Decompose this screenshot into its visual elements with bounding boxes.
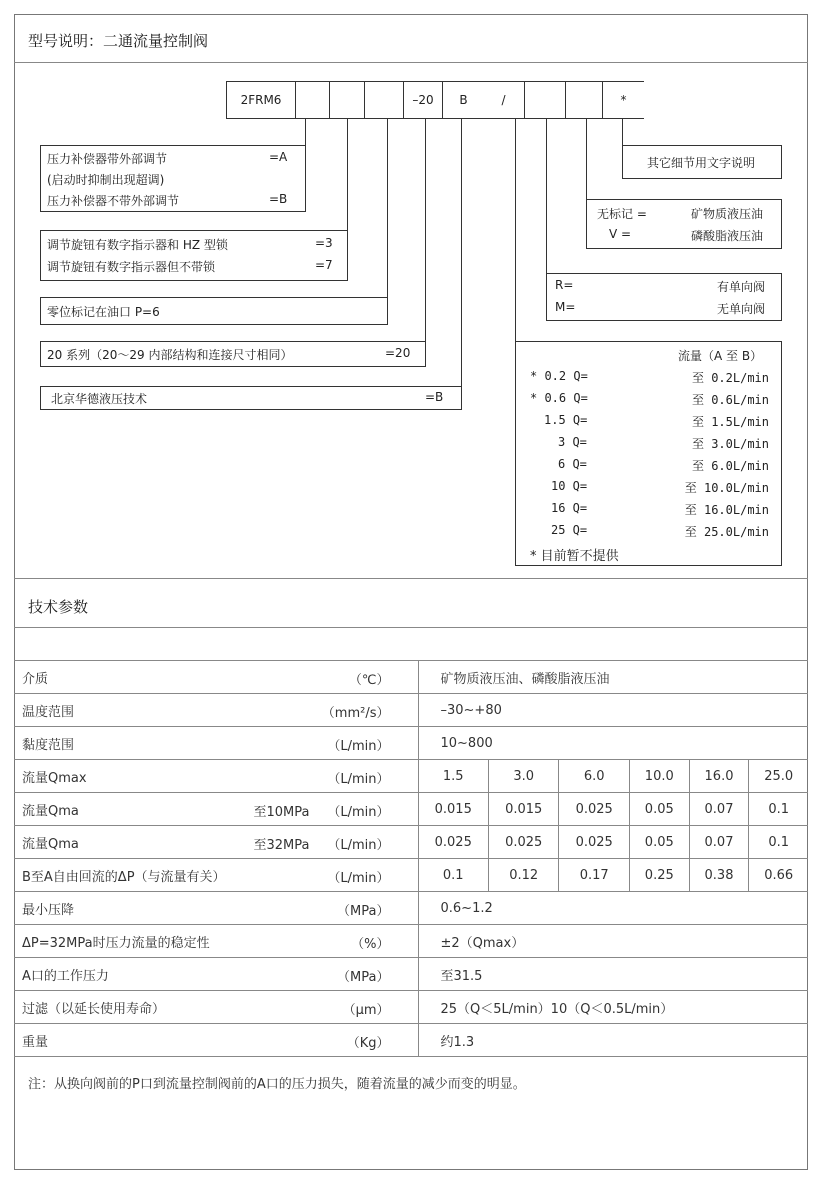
param-name: 流量Qma	[22, 836, 79, 852]
param-unit: （Kg）	[346, 1036, 390, 1051]
param-name: 过滤（以延长使用寿命）	[22, 1001, 166, 1017]
param-condition: 至32MPa	[253, 838, 310, 853]
param-value-cell: 0.12	[488, 859, 558, 892]
code-cell: B	[442, 81, 484, 119]
option-code: R=	[555, 278, 574, 292]
param-value: 至31.5	[418, 958, 808, 991]
flow-value: 至 16.0L/min	[684, 503, 769, 517]
connector-line	[425, 119, 426, 362]
param-value-cell: 10.0	[629, 760, 689, 793]
option-text: 无单向阀	[717, 302, 766, 316]
code-cell	[364, 81, 404, 119]
option-code: =B	[269, 192, 288, 206]
option-box-compensator	[40, 145, 306, 212]
option-code: =7	[315, 258, 333, 272]
param-label-cell	[14, 892, 418, 925]
param-row	[14, 727, 808, 760]
param-name: B至A自由回流的ΔP（与流量有关）	[22, 869, 226, 885]
param-value-cell: 0.025	[488, 826, 558, 859]
param-value-cell: 0.1	[418, 859, 488, 892]
connector-line	[586, 119, 587, 201]
tech-params-table	[14, 660, 808, 1057]
param-name: 介质	[22, 671, 49, 687]
param-value-cell: 0.025	[418, 826, 488, 859]
connector-line	[622, 119, 623, 145]
param-value: 10~800	[418, 727, 808, 760]
code-cell	[329, 81, 365, 119]
flow-code: 3 Q=	[558, 435, 587, 449]
param-row	[14, 661, 808, 694]
param-row	[14, 859, 808, 892]
footnote: 注：从换向阀前的P口到流量控制阀前的A口的压力损失，随着流量的减少而变的明显。	[28, 1077, 526, 1092]
param-unit: （μm）	[342, 1003, 390, 1018]
param-unit: （MPa）	[337, 904, 390, 919]
param-row	[14, 694, 808, 727]
param-label-cell	[14, 727, 418, 760]
flow-value: 至 6.0L/min	[691, 459, 769, 473]
flow-value: 至 25.0L/min	[684, 525, 769, 539]
connector-line	[387, 119, 388, 297]
option-box-flow	[515, 341, 782, 566]
flow-value: 至 0.6L/min	[691, 393, 769, 407]
param-value: 矿物质液压油、磷酸脂液压油	[418, 661, 808, 694]
param-unit: （℃）	[348, 673, 390, 688]
param-row	[14, 892, 808, 925]
flow-code: * 0.2 Q=	[530, 369, 588, 383]
option-code: V =	[609, 227, 632, 241]
param-label-cell	[14, 859, 418, 892]
param-unit: （MPa）	[337, 970, 390, 985]
option-box-series	[40, 341, 426, 367]
option-text: 20 系列（20～29 内部结构和连接尺寸相同）	[47, 348, 293, 362]
flow-value: 至 3.0L/min	[691, 437, 769, 451]
option-text: 磷酸脂液压油	[691, 229, 764, 243]
code-cell: *	[602, 81, 644, 119]
param-label-cell	[14, 991, 418, 1024]
option-text: 调节旋钮有数字指示器和 HZ 型锁	[47, 238, 228, 252]
param-value-cell: 16.0	[689, 760, 749, 793]
param-row	[14, 1024, 808, 1057]
param-value-cell: 0.25	[629, 859, 689, 892]
param-name: 黏度范围	[22, 737, 75, 753]
option-box-other	[622, 145, 782, 179]
option-text: 矿物质液压油	[691, 207, 764, 221]
param-label-cell	[14, 826, 418, 859]
param-unit: （L/min）	[327, 772, 390, 787]
flow-code: * 0.6 Q=	[530, 391, 588, 405]
divider	[14, 1056, 808, 1057]
flow-value: 至 0.2L/min	[691, 371, 769, 385]
option-text: 北京华德液压技术	[51, 392, 148, 406]
param-label-cell	[14, 661, 418, 694]
param-value-cell: 1.5	[418, 760, 488, 793]
connector-line	[461, 119, 462, 409]
param-unit: （%）	[351, 937, 390, 952]
tech-section-title: 技术参数	[28, 598, 89, 616]
flow-value: 至 10.0L/min	[684, 481, 769, 495]
param-label-cell	[14, 925, 418, 958]
param-row	[14, 958, 808, 991]
flow-title: 流量（A 至 B）	[678, 349, 763, 363]
option-box-zero-mark	[40, 297, 388, 325]
option-box-maker	[40, 386, 462, 410]
param-value-cell: 0.66	[749, 859, 808, 892]
param-row	[14, 793, 808, 826]
divider	[14, 578, 808, 579]
connector-line	[515, 119, 516, 341]
option-text: (启动时抑制出现超调)	[47, 173, 165, 187]
param-label-cell	[14, 694, 418, 727]
flow-code: 6 Q=	[558, 457, 587, 471]
code-cell: –20	[403, 81, 443, 119]
param-label-cell	[14, 760, 418, 793]
param-name: 最小压降	[22, 902, 75, 918]
param-value-cell: 0.015	[488, 793, 558, 826]
param-value-cell: 0.07	[689, 793, 749, 826]
param-value-cell: 0.025	[559, 826, 629, 859]
code-cell: /	[483, 81, 525, 119]
param-unit: （L/min）	[327, 838, 390, 853]
param-value-cell: 0.1	[749, 793, 808, 826]
option-code: =20	[385, 346, 411, 360]
param-condition: 至10MPa	[253, 805, 310, 820]
flow-code: 10 Q=	[551, 479, 588, 493]
option-text: 调节旋钮有数字指示器但不带锁	[47, 260, 216, 274]
param-value-cell: 0.015	[418, 793, 488, 826]
param-row	[14, 925, 808, 958]
param-unit: （L/min）	[327, 805, 390, 820]
param-value-cell: 0.38	[689, 859, 749, 892]
option-code: 无标记 =	[597, 207, 647, 221]
param-value-cell: 3.0	[488, 760, 558, 793]
param-value-cell: 0.05	[629, 793, 689, 826]
option-text: 压力补偿器带外部调节	[47, 152, 168, 166]
param-value-cell: 0.1	[749, 826, 808, 859]
param-unit: （mm²/s）	[321, 706, 390, 721]
param-unit: （L/min）	[327, 739, 390, 754]
option-text: 其它细节用文字说明	[647, 156, 756, 170]
param-label-cell	[14, 793, 418, 826]
param-unit: （L/min）	[327, 871, 390, 886]
param-value: 0.6~1.2	[418, 892, 808, 925]
code-cell: 2FRM6	[226, 81, 296, 119]
param-value: 25（Q＜5L/min）10（Q＜0.5L/min）	[418, 991, 808, 1024]
option-box-medium	[586, 199, 782, 249]
param-name: ΔP=32MPa时压力流量的稳定性	[22, 935, 210, 951]
option-code: =B	[425, 390, 444, 404]
option-text: 有单向阀	[717, 280, 766, 294]
param-name: 温度范围	[22, 704, 75, 720]
param-label-cell	[14, 1024, 418, 1057]
param-name: 流量Qma	[22, 803, 79, 819]
param-value-cell: 6.0	[559, 760, 629, 793]
param-row	[14, 991, 808, 1024]
option-box-check-valve	[546, 273, 782, 321]
option-code: =3	[315, 236, 333, 250]
divider	[14, 627, 808, 628]
param-value: ±2（Qmax）	[418, 925, 808, 958]
param-value: 约1.3	[418, 1024, 808, 1057]
connector-line	[546, 119, 547, 274]
param-name: 重量	[22, 1034, 49, 1050]
option-text: 零位标记在油口 P=6	[47, 305, 160, 319]
param-row	[14, 826, 808, 859]
option-code: =A	[269, 150, 288, 164]
option-box-knob	[40, 230, 348, 281]
param-row	[14, 760, 808, 793]
option-text: 压力补偿器不带外部调节	[47, 194, 180, 208]
param-value-cell: 0.17	[559, 859, 629, 892]
param-value: –30~+80	[418, 694, 808, 727]
param-value-cell: 0.05	[629, 826, 689, 859]
option-code: M=	[555, 300, 576, 314]
divider	[14, 62, 808, 63]
flow-code: 25 Q=	[551, 523, 588, 537]
flow-code: 1.5 Q=	[544, 413, 588, 427]
code-cell	[295, 81, 330, 119]
model-section-title: 型号说明：二通流量控制阀	[28, 32, 209, 50]
code-cell	[565, 81, 603, 119]
param-name: 流量Qmax	[22, 770, 87, 786]
param-value-cell: 0.025	[559, 793, 629, 826]
flow-value: 至 1.5L/min	[691, 415, 769, 429]
param-value-cell: 0.07	[689, 826, 749, 859]
param-value-cell: 25.0	[749, 760, 808, 793]
flow-note: * 目前暂不提供	[530, 549, 619, 564]
param-name: A口的工作压力	[22, 968, 109, 984]
flow-code: 16 Q=	[551, 501, 588, 515]
param-label-cell	[14, 958, 418, 991]
code-cell	[524, 81, 566, 119]
